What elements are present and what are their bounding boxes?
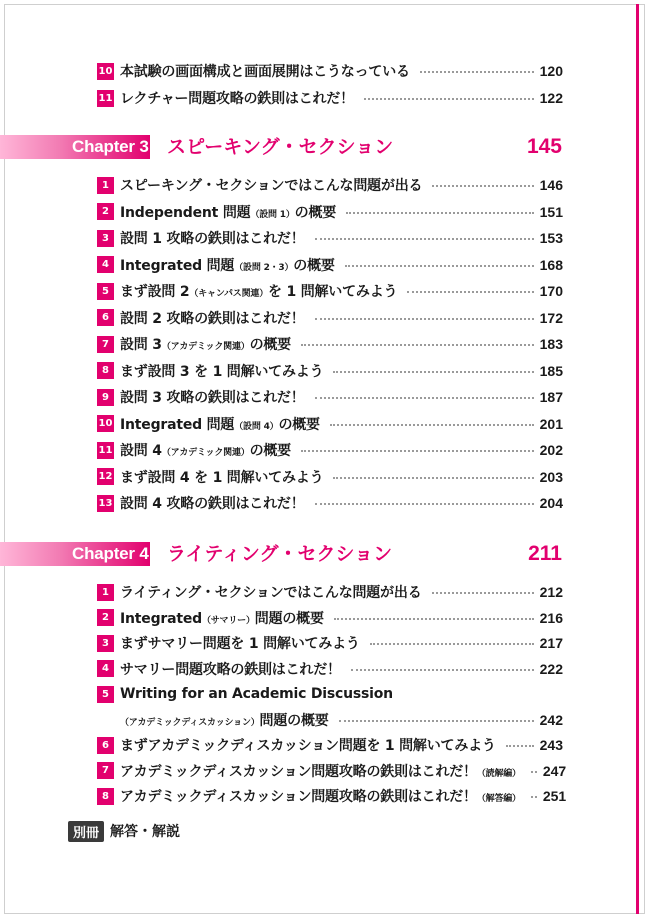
entry-title-sub: （解答編） [476, 794, 521, 804]
entry-title-main: スピーキング・セクションではこんな問題が出る [120, 178, 423, 194]
toc-entry[interactable] [97, 87, 563, 109]
entry-title-main: Integrated 問題 [120, 257, 235, 274]
dot-leader [301, 450, 534, 452]
entry-title-sub: （設問 4） [234, 421, 279, 432]
dot-leader [370, 643, 534, 645]
entry-page: 204 [539, 495, 563, 511]
entry-page: 242 [539, 711, 563, 728]
entry-number: 13 [97, 495, 114, 512]
dot-leader [506, 745, 534, 747]
toc-entry[interactable] [97, 607, 563, 629]
entry-title-sub: （アカデミック関連） [161, 342, 250, 352]
appendix-line[interactable] [68, 820, 180, 842]
appendix-text: 解答・解説 [110, 824, 181, 840]
toc-entry-continuation[interactable] [120, 709, 563, 731]
toc-entry[interactable] [97, 174, 563, 196]
entry-title [120, 582, 422, 602]
toc-entry[interactable] [97, 683, 563, 705]
dot-leader [531, 771, 537, 773]
entry-title-after: を 1 問解いてみよう [268, 284, 398, 300]
toc-entry[interactable] [97, 201, 563, 223]
entry-title-main: まず設問 2 [120, 284, 190, 300]
toc-entry[interactable] [97, 227, 563, 249]
entry-page: 251 [542, 788, 567, 804]
entry-title-main: Independent 問題 [120, 204, 251, 221]
entry-number: 1 [97, 177, 114, 194]
entry-title [120, 202, 336, 222]
toc-entry[interactable] [97, 466, 563, 488]
entry-title-sub: （読解編） [476, 768, 521, 779]
entry-title-after: の概要 [294, 204, 337, 221]
entry-title [120, 686, 393, 702]
entry-number: 9 [97, 389, 114, 406]
entry-page: 203 [539, 468, 563, 485]
toc-entry[interactable] [97, 760, 567, 782]
dot-leader [364, 98, 534, 100]
dot-leader [315, 318, 534, 320]
entry-page: 122 [539, 90, 563, 106]
right-accent-rule [636, 4, 639, 914]
entry-page: 216 [539, 609, 563, 626]
entry-title [120, 414, 320, 434]
entry-title [120, 175, 422, 195]
dot-leader [330, 424, 534, 426]
toc-entry[interactable] [97, 632, 563, 654]
entry-title [120, 710, 329, 730]
entry-number: 11 [97, 442, 114, 459]
entry-number: 2 [97, 203, 114, 220]
dot-leader [315, 503, 534, 505]
entry-title-main: ライティング・セクションではこんな問題が出る [120, 585, 422, 601]
entry-number: 4 [97, 256, 114, 273]
entry-title-main: 設問 4 攻略の鉄則はこれだ！ [120, 496, 305, 512]
entry-number: 8 [97, 788, 114, 805]
entry-number: 10 [97, 415, 114, 432]
entry-title-main: 設問 2 攻略の鉄則はこれだ！ [120, 310, 305, 327]
entry-title-main: 設問 3 攻略の鉄則はこれだ！ [120, 390, 305, 406]
entry-title-main: まずアカデミックディスカッション問題を 1 問解いてみよう [120, 738, 496, 754]
dot-leader [339, 720, 534, 722]
chapter-title: スピーキング・セクション [167, 136, 394, 158]
entry-title-after: の概要 [249, 443, 291, 459]
entry-title-after: 問題の概要 [259, 712, 329, 729]
entry-number: 10 [97, 63, 114, 80]
entry-page: 168 [539, 256, 563, 273]
entry-number: 12 [97, 468, 114, 485]
entry-title-after: 問題の概要 [254, 610, 324, 627]
entry-page: 153 [539, 230, 563, 246]
entry-number: 11 [97, 90, 114, 107]
entry-number: 7 [97, 762, 114, 779]
chapter-label: Chapter 4 [72, 544, 149, 563]
entry-number: 6 [97, 737, 114, 754]
toc-entry[interactable] [97, 492, 563, 514]
entry-title [120, 308, 305, 328]
entry-title [120, 467, 323, 487]
entry-number: 3 [97, 230, 114, 247]
chapter-page: 145 [526, 135, 562, 158]
entry-title-main: まず設問 3 を 1 問解いてみよう [120, 363, 324, 380]
entry-title-main: Integrated [120, 610, 202, 627]
entry-title [120, 493, 305, 513]
entry-title [120, 281, 397, 301]
appendix-badge: 別冊 [68, 821, 104, 842]
entry-title: レクチャー問題攻略の鉄則はこれだ！ [120, 91, 354, 107]
entry-title-main: サマリー問題攻略の鉄則はこれだ！ [120, 661, 341, 678]
entry-page: 187 [539, 389, 563, 405]
chapter-title: ライティング・セクション [167, 543, 393, 565]
entry-title-sub: （設問 2・3） [234, 262, 294, 273]
entry-title [120, 735, 496, 755]
entry-title-main: 設問 1 攻略の鉄則はこれだ！ [120, 231, 305, 247]
toc-entry[interactable] [97, 658, 563, 680]
entry-page: 222 [539, 660, 563, 677]
toc-entry[interactable] [97, 785, 567, 807]
entry-number: 5 [97, 283, 114, 300]
toc-entry[interactable] [97, 360, 563, 382]
entry-number: 1 [97, 584, 114, 601]
entry-number: 8 [97, 362, 114, 379]
entry-title [120, 786, 521, 806]
entry-title [120, 633, 360, 653]
entry-page: 217 [539, 635, 563, 651]
entry-page: 120 [539, 63, 563, 79]
dot-leader [432, 592, 534, 594]
entry-page: 243 [539, 737, 563, 753]
entry-page: 146 [539, 177, 563, 193]
toc-entry[interactable] [97, 734, 563, 756]
entry-title-main: 設問 4 [120, 443, 162, 459]
entry-title-main: 設問 3 [120, 337, 162, 353]
dot-leader [531, 796, 537, 798]
entry-number: 6 [97, 309, 114, 326]
entry-title [120, 334, 291, 354]
entry-title-sub: （アカデミック関連） [161, 448, 250, 458]
entry-number: 3 [97, 635, 114, 652]
entry-number: 4 [97, 660, 114, 677]
entry-title-main: アカデミックディスカッション問題攻略の鉄則はこれだ！ [120, 763, 477, 780]
chapter-3-header[interactable] [0, 128, 636, 164]
entry-title-main: まず設問 4 を 1 問解いてみよう [120, 469, 324, 486]
toc-entry[interactable] [97, 280, 563, 302]
entry-title-sub: （アカデミックディスカッション） [120, 717, 260, 728]
entry-page: 185 [539, 362, 563, 379]
dot-leader [345, 265, 534, 267]
toc-entry[interactable] [97, 307, 563, 329]
dot-leader [301, 344, 534, 346]
entry-number: 7 [97, 336, 114, 353]
dot-leader [407, 291, 533, 293]
dot-leader [315, 397, 534, 399]
entry-title [120, 440, 291, 460]
entry-title [120, 255, 335, 275]
toc-entry[interactable] [97, 581, 563, 603]
entry-title-sub: （設問 1） [250, 209, 295, 220]
entry-title [120, 361, 323, 381]
entry-number: 5 [97, 686, 114, 703]
toc-entry[interactable] [97, 333, 563, 355]
chapter-label: Chapter 3 [72, 137, 149, 156]
dot-leader [346, 212, 534, 214]
dot-leader [315, 238, 534, 240]
toc-entry[interactable] [97, 254, 563, 276]
toc-entry[interactable] [97, 439, 563, 461]
entry-page: 202 [539, 442, 563, 458]
entry-title: 本試験の画面構成と画面展開はこうなっている [120, 64, 410, 80]
entry-title [120, 387, 305, 407]
entry-title-main: まずサマリー問題を 1 問解いてみよう [120, 636, 360, 652]
entry-title [120, 608, 324, 628]
entry-title-after: の概要 [293, 257, 335, 274]
entry-title-sub: （サマリー） [201, 615, 255, 626]
entry-page: 212 [539, 584, 563, 600]
dot-leader [333, 477, 533, 479]
dot-leader [420, 71, 534, 73]
dot-leader [351, 669, 534, 671]
entry-page: 183 [539, 336, 563, 352]
entry-page: 247 [542, 762, 567, 779]
toc-entry[interactable] [97, 386, 563, 408]
entry-page: 172 [539, 309, 563, 326]
entry-title [120, 659, 341, 679]
chapter-4-header[interactable] [0, 535, 636, 571]
entry-page: 151 [539, 203, 563, 220]
toc-entry[interactable] [97, 413, 563, 435]
entry-title-after: の概要 [249, 337, 291, 353]
entry-title [120, 228, 305, 248]
entry-title-main: アカデミックディスカッション問題攻略の鉄則はこれだ！ [120, 789, 477, 805]
entry-page: 201 [539, 415, 563, 432]
toc-entry[interactable] [97, 60, 563, 82]
dot-leader [333, 371, 533, 373]
entry-page: 170 [539, 283, 563, 299]
dot-leader [432, 185, 533, 187]
entry-title-main: Writing for an Academic Discussion [120, 686, 393, 702]
entry-number: 2 [97, 609, 114, 626]
dot-leader [334, 618, 534, 620]
entry-title-sub: （キャンパス関連） [189, 289, 268, 299]
chapter-page: 211 [528, 542, 562, 565]
entry-title-main: Integrated 問題 [120, 416, 235, 433]
entry-title [120, 761, 521, 781]
entry-title-after: の概要 [278, 416, 320, 433]
